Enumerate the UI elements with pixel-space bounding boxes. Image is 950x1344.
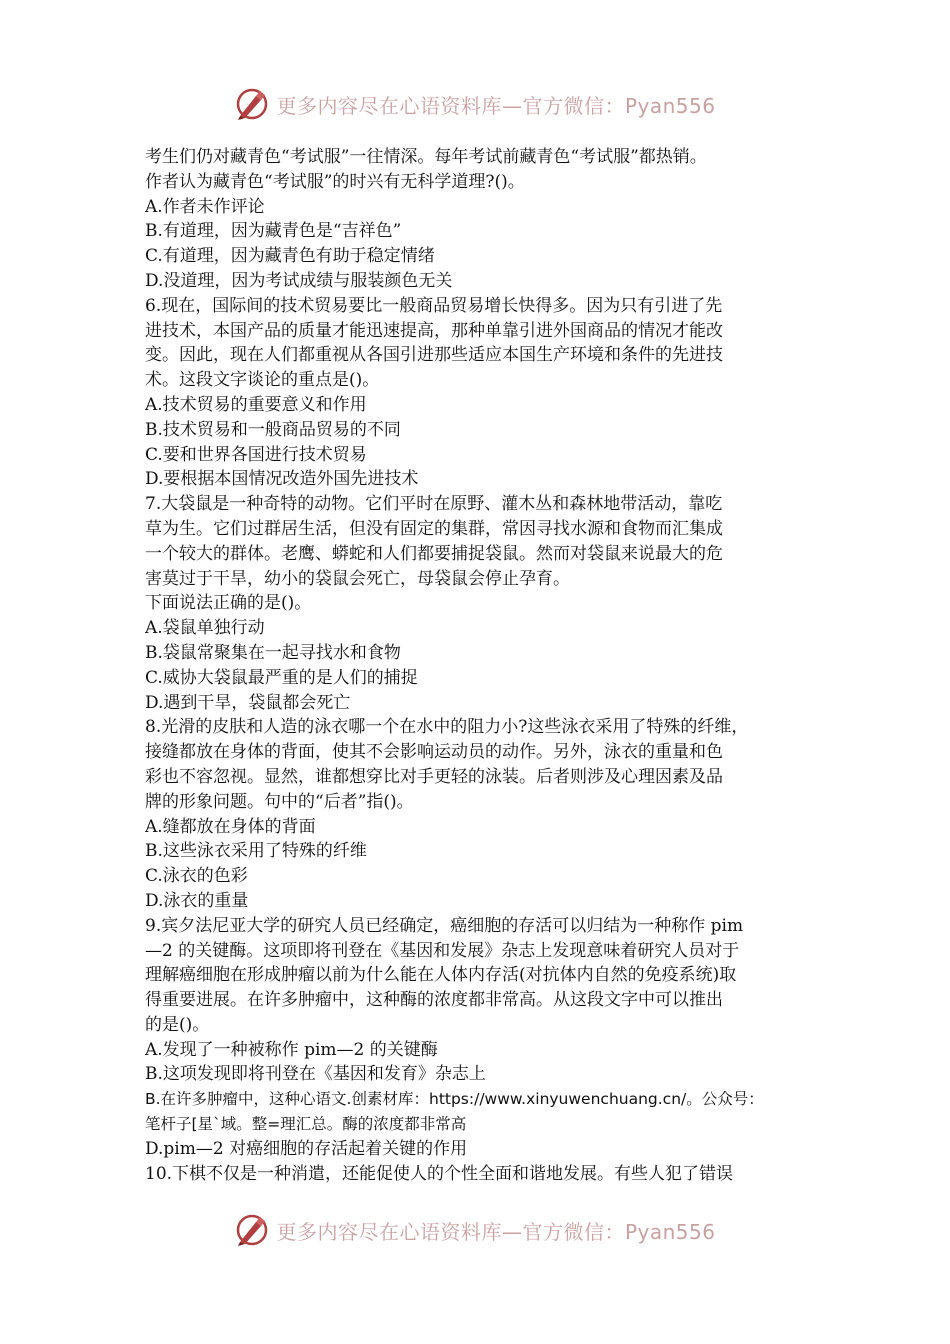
option-line: A.发现了一种被称作 pim—2 的关键酶 [145,1039,438,1060]
text-line: 草为生。它们过群居生活，但没有固定的集群，常因寻找水源和食物而汇集成 [145,518,723,539]
option-line: B.这些泳衣采用了特殊的纤维 [145,841,367,862]
text-line: 理解癌细胞在形成肿瘤以前为什么能在人体内存活(对抗体内自然的免疫系统)取 [145,965,737,986]
pen-logo-icon [234,1212,270,1248]
text-line: 进技术，本国产品的质量才能迅速提高，那种单靠引进外国商品的情况才能改 [145,320,723,341]
footer-banner-text: 更多内容尽在心语资料库—官方微信：Pyan556 [276,1219,716,1244]
option-line: C.威协大袋鼠最严重的是人们的捕捉 [145,667,418,688]
option-line: D.pim—2 对癌细胞的存活起着关键的作用 [145,1138,468,1159]
option-line: A.作者未作评论 [145,196,265,217]
text-line: 一个较大的群体。老鹰、蟒蛇和人们都要捕捉袋鼠。然而对袋鼠来说最大的危 [145,543,723,564]
header-banner [0,82,950,126]
document-body [145,145,807,1186]
text-line: 下面说法正确的是()。 [145,593,312,614]
question-line: 8.光滑的皮肤和人造的泳衣哪一个在水中的阻力小?这些泳衣采用了特殊的纤维， [145,717,749,738]
text-line: 变。因此，现在人们都重视从各国引进那些适应本国生产环境和条件的先进技 [145,345,723,366]
option-line: A.袋鼠单独行动 [145,618,265,639]
option-line: D.要根据本国情况改造外国先进技术 [145,469,419,490]
option-line: B.袋鼠常聚集在一起寻找水和食物 [145,642,401,663]
option-line: B.技术贸易和一般商品贸易的不同 [145,419,401,440]
text-line: 作者认为藏青色“考试服”的时兴有无科学道理?()。 [145,171,525,192]
option-line: C.泳衣的色彩 [145,866,248,887]
option-line: D.没道理，因为考试成绩与服装颜色无关 [145,270,453,291]
option-line: A.技术贸易的重要意义和作用 [145,394,367,415]
text-line: 彩也不容忽视。显然，谁都想穿比对手更轻的泳装。后者则涉及心理因素及品 [145,766,723,787]
question-line: 10.下棋不仅是一种消遣，还能促使人的个性全面和谐地发展。有些人犯了错误 [145,1163,734,1184]
question-line: 9.宾夕法尼亚大学的研究人员已经确定，癌细胞的存活可以归结为一种称作 pim [145,915,744,936]
option-line: A.缝都放在身体的背面 [145,816,316,837]
text-line: —2 的关键酶。这项即将刊登在《基因和发展》杂志上发现意味着研究人员对于 [145,940,740,961]
header-banner-text: 更多内容尽在心语资料库—官方微信：Pyan556 [276,93,716,118]
text-line: 考生们仍对藏青色“考试服”一往情深。每年考试前藏青色“考试服”都热销。 [145,147,707,167]
option-line: B.这项发现即将刊登在《基因和发育》杂志上 [145,1064,486,1085]
option-line: B.有道理，因为藏青色是“吉祥色” [145,221,402,242]
footer-banner [0,1208,950,1252]
question-line: 6.现在，国际间的技术贸易要比一般商品贸易增长快得多。因为只有引进了先 [145,295,723,316]
option-line: C.有道理，因为藏青色有助于稳定情绪 [145,246,435,267]
text-line: 得重要进展。在许多肿瘤中，这种酶的浓度都非常高。从这段文字中可以推出 [145,990,723,1011]
option-line: C.要和世界各国进行技术贸易 [145,444,367,465]
text-line: 术。这段文字谈论的重点是()。 [145,370,380,391]
text-line: 牌的形象问题。句中的“后者”指()。 [145,791,414,812]
inserted-ad-line: 笔杆子[星`域。整=理汇总。酶的浓度都非常高 [145,1115,467,1134]
pen-logo-icon [234,86,270,122]
question-line: 7.大袋鼠是一种奇特的动物。它们平时在原野、灌木丛和森林地带活动，靠吃 [145,494,723,515]
option-line: D.泳衣的重量 [145,890,249,911]
text-line: 害莫过于干旱，幼小的袋鼠会死亡，母袋鼠会停止孕育。 [145,568,570,589]
option-line: D.遇到干旱，袋鼠都会死亡 [145,692,351,713]
text-line: 的是()。 [145,1014,210,1035]
text-line: 接缝都放在身体的背面，使其不会影响运动员的动作。另外，泳衣的重量和色 [145,742,723,763]
inserted-ad-line: B.在许多肿瘤中，这种心语文.创素材库：https://www.xinyuwenchuang.cn/。公众号： [145,1090,764,1109]
